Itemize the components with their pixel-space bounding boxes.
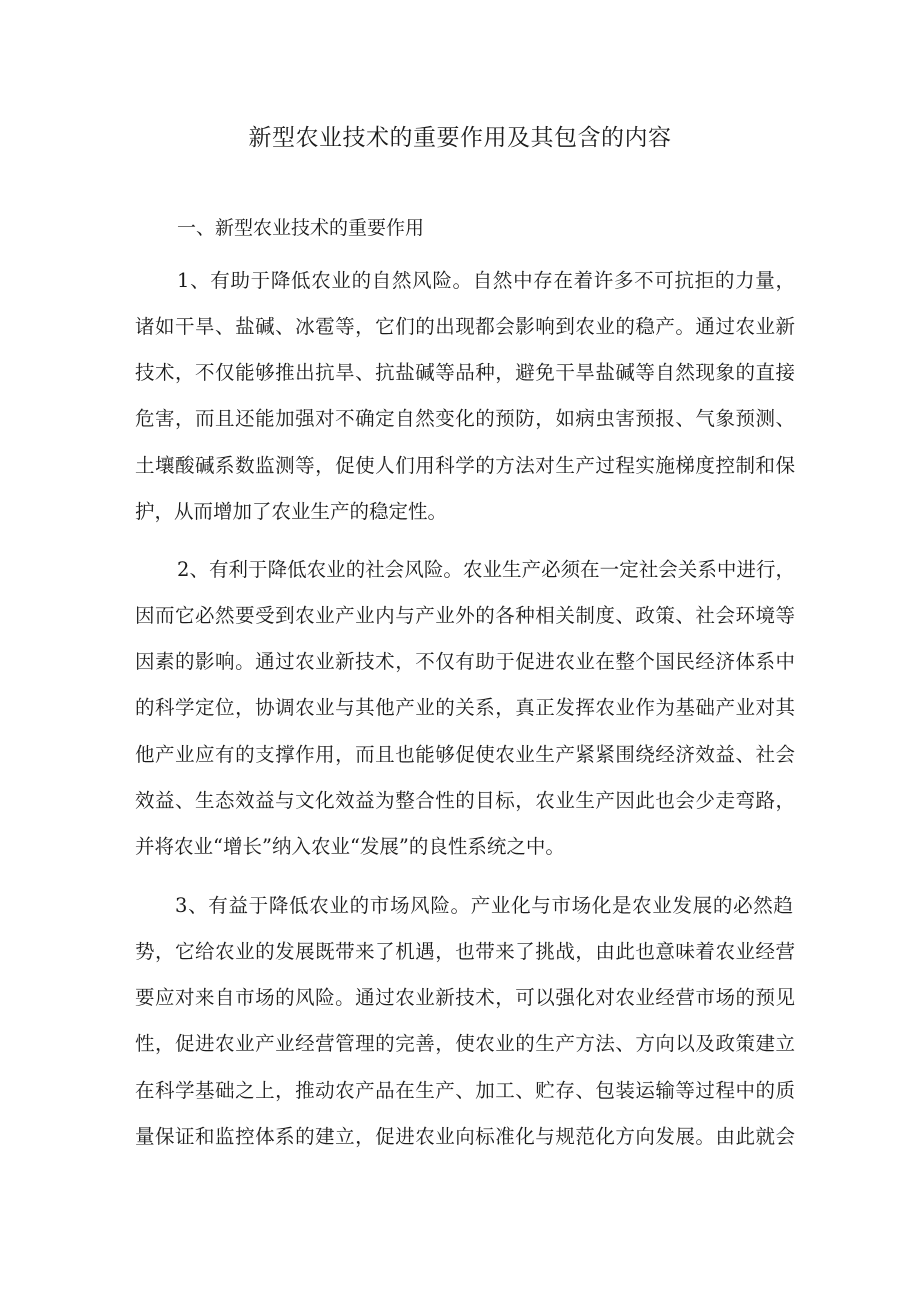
paragraph-line: 1、有助于降低农业的自然风险。自然中存在着许多不可抗拒的力量， [177, 269, 795, 292]
paragraph-line: 2、有利于降低农业的社会风险。农业生产必须在一定社会关系中进行， [177, 558, 795, 581]
paragraph-line: 在科学基础之上，推动农产品在生产、加工、贮存、包装运输等过程中的质 [135, 1079, 795, 1102]
paragraph-line: 性，促进农业产业经营管理的完善，使农业的生产方法、方向以及政策建立 [135, 1032, 795, 1055]
paragraph-line: 量保证和监控体系的建立，促进农业向标准化与规范化方向发展。由此就会 [135, 1125, 795, 1148]
paragraph-line: 要应对来自市场的风险。通过农业新技术，可以强化对农业经营市场的预见 [135, 986, 795, 1009]
paragraph-line: 危害，而且还能加强对不确定自然变化的预防，如病虫害预报、气象预测、 [135, 407, 795, 430]
section-heading: 一、新型农业技术的重要作用 [177, 217, 425, 239]
paragraph-line: 土壤酸碱系数监测等，促使人们用科学的方法对生产过程实施梯度控制和保 [135, 454, 795, 477]
paragraph-line: 技术，不仅能够推出抗旱、抗盐碱等品种，避免干旱盐碱等自然现象的直接 [135, 361, 795, 384]
paragraph-line: 他产业应有的支撑作用，而且也能够促使农业生产紧紧围绕经济效益、社会 [135, 743, 795, 766]
paragraph-line: 并将农业“增长”纳入农业“发展”的良性系统之中。 [135, 835, 565, 858]
paragraph-line: 因素的影响。通过农业新技术，不仅有助于促进农业在整个国民经济体系中 [135, 650, 795, 673]
document-title: 新型农业技术的重要作用及其包含的内容 [248, 125, 672, 151]
paragraph-line: 的科学定位，协调农业与其他产业的关系，真正发挥农业作为基础产业对其 [135, 696, 795, 719]
paragraph-line: 3、有益于降低农业的市场风险。产业化与市场化是农业发展的必然趋 [175, 894, 793, 917]
paragraph-line: 诸如干旱、盐碱、冰雹等，它们的出现都会影响到农业的稳产。通过农业新 [135, 315, 795, 338]
paragraph-line: 因而它必然要受到农业产业内与产业外的各种相关制度、政策、社会环境等 [135, 604, 795, 627]
paragraph-line: 效益、生态效益与文化效益为整合性的目标，农业生产因此也会少走弯路， [135, 789, 795, 812]
paragraph-line: 护，从而增加了农业生产的稳定性。 [135, 500, 448, 523]
paragraph-line: 势，它给农业的发展既带来了机遇，也带来了挑战，由此也意味着农业经营 [135, 940, 795, 963]
